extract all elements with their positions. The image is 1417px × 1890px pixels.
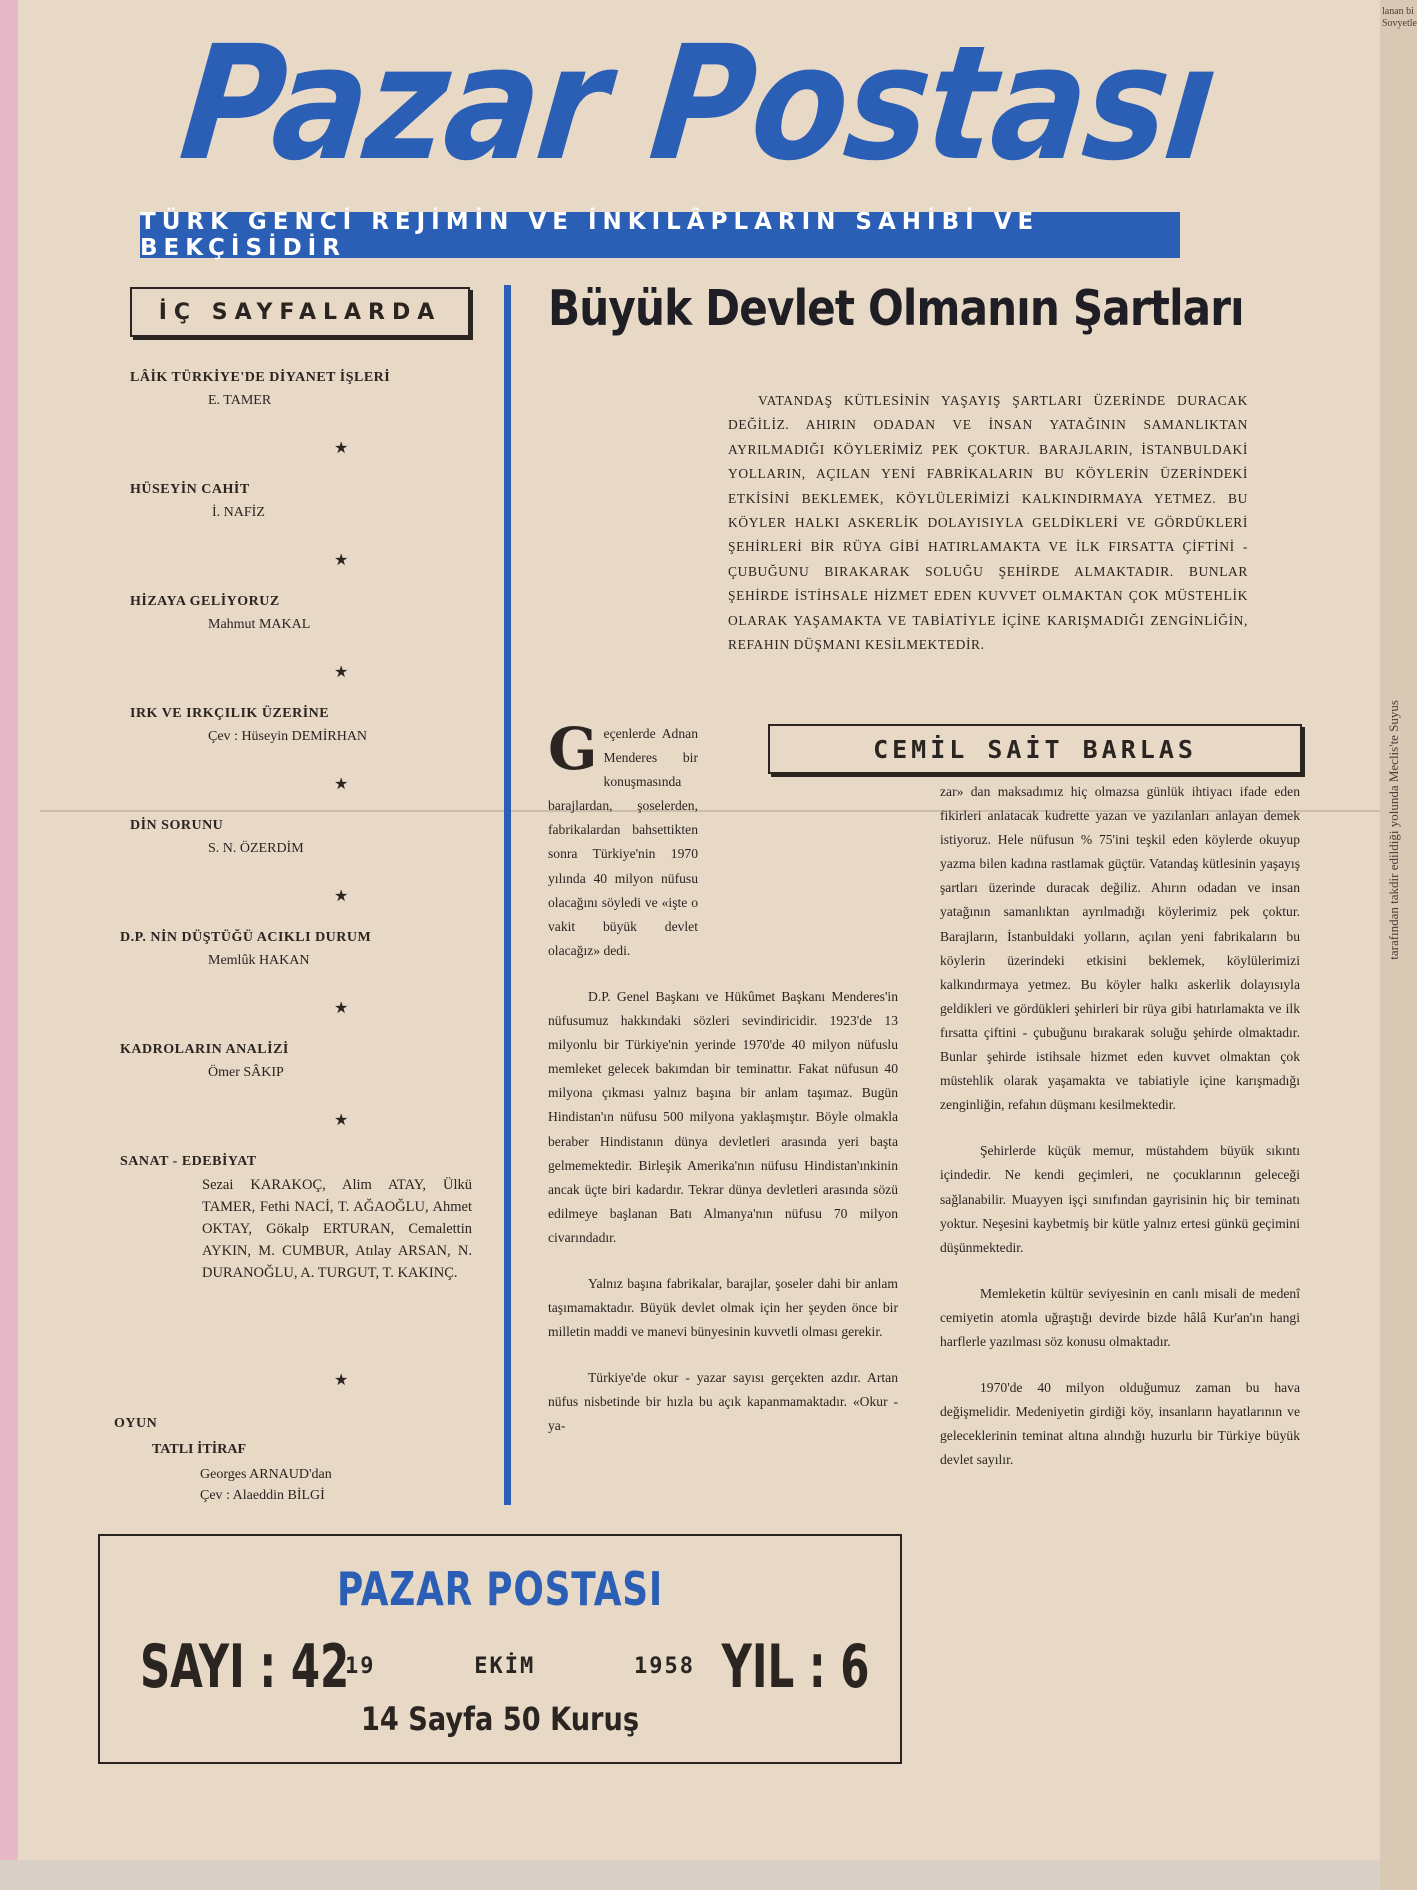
issue-month: EKİM (474, 1654, 536, 1679)
star-divider: ★ (334, 1000, 349, 1017)
toc-item-title: D.P. NİN DÜŞTÜĞÜ ACIKLI DURUM (120, 930, 372, 945)
issue-details-row (140, 1632, 870, 1702)
article-headline: Büyük Devlet Olmanın Şartları (548, 280, 1244, 337)
drop-cap: G (548, 715, 598, 783)
article-paragraph-first (548, 715, 698, 963)
issue-date (345, 1654, 695, 1679)
author-name: CEMİL SAİT BARLAS (873, 734, 1197, 764)
article-column-2 (940, 780, 1300, 1494)
article-paragraph: zar» dan maksadımız hiç olmazsa günlük ihtiyacı ifade eden fikirleri anlatacak kudrette yazan ve yazılanları anlayan demek istiyoruz. Hele nüfusun % 75'ini teşkil eden köylerde okuyup yazma bilen kadına rastlamak güçtür. Vatandaş kütlesinin yaşayış şartları üzerinde duracak değiliz. Ahırın odadan ve insan yatağının samanlıktan ayrılmadığı köylerimiz pek çoktur. Barajların, İstanbuldaki yolların, açılan yeni fabrikaların bu köylerin üzerindeki etkisini beklemek, köylülerimizi kalkındırmaya yetmez. Bu köyler halkı askerlik dolayısıyla geldikleri ve gördükleri şehirleri bir rüya gibi hatırlamakta ve ilk fırsatta çiftini - çubuğunu bırakarak soluğu şehirde olmaktadır. Bunlar şehirde istihsale hizmet eden kuvvet olmaktan çok müstehlik olarak yaşamakta ve tabiatiyle içine karışmadığı zenginliğin, refahın düşmanı kesilmektedir. (940, 784, 1300, 1113)
masthead-title: Pazar Postası (173, 12, 1360, 196)
issue-info-box (98, 1534, 902, 1764)
star-divider: ★ (334, 664, 349, 681)
issue-volume: YIL : 6 (721, 1632, 870, 1702)
column-divider (504, 285, 511, 1505)
issue-day: 19 (345, 1654, 376, 1679)
star-divider: ★ (334, 1112, 349, 1129)
toc-item (112, 930, 472, 972)
toc-item (112, 594, 472, 636)
article-paragraph: Şehirlerde küçük memur, müstahdem büyük sıkıntı içindedir. Ne kendi geçimleri, ne çocuklarının geleceği sağlanabilir. Muayyen işçi sınıfından gayrisinin hiç bir teminatı yoktur. Neşesini kaybetmiş bir kütle yalnız ertesi günkü geçimini düşünmektedir. (940, 1143, 1300, 1255)
toc-item (112, 706, 472, 748)
toc-item-title: KADROLARIN ANALİZİ (120, 1042, 289, 1057)
lead-paragraph: VATANDAŞ KÜTLESİNİN YAŞAYIŞ ŞARTLARI ÜZERİNDE DURACAK DEĞİLİZ. AHIRIN ODADAN VE İNSAN YATAĞININ SAMANLIKTAN AYRILMADIĞI KÖYLERİMİZ PEK ÇOKTUR. BARAJLARIN, İSTANBULDAKİ YOLLARIN, AÇILAN YENİ FABRİKALARIN BU KÖYLERİN ÜZERİNDEKİ ETKİSİNİ BEKLEMEK, KÖYLÜLERİMİZİ KALKINDIRMAYA YETMEZ. BU KÖYLER HALKI ASKERLİK DOLAYISIYLA GELDİKLERİ VE GÖRDÜKLERİ ŞEHİRLERİ BİR RÜYA GİBİ HATIRLAMAKTA VE İLK FIRSATTA ÇİFTİNİ - ÇUBUĞUNU BIRAKARAK SOLUĞU ŞEHİRDE ALMAKTADIR. BUNLAR ŞEHİRDE İSTİHSALE HİZMET EDEN KUVVET OLMAKTAN ÇOK MÜSTEHLİK OLARAK YAŞAMAKTA VE TABİATİYLE İÇİNE KARIŞMADIĞI ZENGİNLİĞİN, REFAHIN DÜŞMANI KESİLMEKTEDİR. (728, 393, 1248, 653)
toc-item-author: E. TAMER (208, 393, 272, 408)
issue-price: 14 Sayfa 50 Kuruş (360, 1700, 640, 1738)
toc-item-author: Sezai KARAKOÇ, Alim ATAY, Ülkü TAMER, Fethi NACİ, T. AĞAOĞLU, Ahmet OKTAY, Gökalp ERTURAN, Cemalettin AYKIN, M. CUMBUR, Atılay ARSAN, N. DURANOĞLU, A. TURGUT, T. KAKINÇ. (202, 1177, 472, 1281)
toc-play (112, 1416, 472, 1506)
toc-item-author: S. N. ÖZERDİM (208, 841, 304, 856)
toc-item (112, 370, 472, 412)
article-paragraph: D.P. Genel Başkanı ve Hükûmet Başkanı Menderes'in nüfusumuz hakkındaki sözleri sevindiricidir. 1923'de 13 milyonlu bir Türkiye'nin yerinde 1970'de 40 milyon nüfuslu memleket gelecek bakımdan bir teminattır. Fakat nüfusun 40 milyona çıkması yalnız başına bir anlam taşımaz. Bugün Hindistan'ın nüfusu 500 milyona yaklaşmıştır. Böyle olmakla beraber Hindistanın dünya devletleri arasında yeri başta gelmemektedir. Birleşik Amerika'nın nüfusu Hindistan'ınkinin ancak üçte biri kadardır. Tekrar dünya devletleri arasında sözü edilmeye başlanan Batı Almanya'nın nüfusu 70 milyon civarındadır. (548, 988, 898, 1245)
backdrop-bottom (0, 1860, 1417, 1890)
issue-year: 1958 (634, 1654, 695, 1679)
motto-text: TÜRK GENCİ REJİMİN VE İNKILÂPLARIN SAHİBİ VE BEKÇİSİDİR (140, 209, 1040, 261)
toc-item-author: Ömer SÂKIP (208, 1065, 284, 1080)
toc-item-title: IRK VE IRKÇILIK ÜZERİNE (130, 706, 330, 721)
toc-play-section: OYUN (114, 1416, 158, 1431)
adjacent-page-edge (1380, 0, 1417, 1890)
article-paragraph: Yalnız başına fabrikalar, barajlar, şoseler dahi bir anlam taşımamaktadır. Büyük devlet olmak için her şeyden önce bir milletin maddi ve manevi bünyesinin kuvvetli olması gerekir. (548, 1275, 898, 1340)
toc-play-title: TATLI İTİRAF (152, 1442, 247, 1457)
contents-heading: İÇ SAYFALARDA (158, 299, 442, 325)
toc-item-title: DİN SORUNU (130, 818, 224, 833)
article-paragraph: Türkiye'de okur - yazar sayısı gerçekten azdır. Artan nüfus nisbetinde bir hızla bu açık kapanmamaktadır. «Okur - ya- (548, 1370, 898, 1434)
toc-play-translator: Çev : Alaeddin BİLGİ (200, 1488, 325, 1503)
toc-item-author: Memlûk HAKAN (208, 953, 310, 968)
star-divider: ★ (334, 440, 349, 457)
toc-item-title: LÂİK TÜRKİYE'DE DİYANET İŞLERİ (130, 370, 391, 385)
masthead-logo (150, 8, 1360, 198)
star-divider: ★ (334, 776, 349, 793)
star-divider: ★ (334, 1372, 349, 1389)
motto-banner (140, 209, 1180, 261)
issue-paper-name: PAZAR POSTASI (336, 1562, 664, 1616)
star-divider: ★ (334, 552, 349, 569)
article-paragraph-text: eçenlerde Adnan Menderes bir konuşmasında barajlardan, şoselerden, fabrikalardan bahsettikten sonra Türkiye'nin 1970 yılında 40 milyon nüfusu olacağını söyledi ve «işte o vakit büyük devlet olacağız» dedi. (548, 726, 698, 958)
toc-play-author: Georges ARNAUD'dan (200, 1467, 332, 1482)
toc-item (112, 818, 472, 860)
toc-item-title: HİZAYA GELİYORUZ (130, 594, 280, 609)
issue-number: SAYI : 42 (140, 1632, 350, 1702)
toc-item-author: Çev : Hüseyin DEMİRHAN (208, 729, 368, 744)
toc-item-title: SANAT - EDEBİYAT (120, 1154, 257, 1169)
adjacent-page-side-text: tarafından takdir edildiği yolunda Meclis'te Suyus (1386, 700, 1401, 960)
article-column-1 (548, 715, 898, 1461)
star-divider: ★ (334, 888, 349, 905)
article-lead (728, 389, 1248, 657)
toc-item-author: İ. NAFİZ (212, 505, 265, 520)
adjacent-page-top-text: lanan bi Sovyetle (1382, 6, 1417, 29)
toc-item (112, 1042, 472, 1084)
toc-item-title: HÜSEYİN CAHİT (130, 482, 250, 497)
article-paragraph: Memleketin kültür seviyesinin en canlı misali de medenî cemiyetin atomla uğraştığı devirde bizde hâlâ Kur'an'ın hangi harflerle yazılması söz konusu olmaktadır. (940, 1285, 1300, 1349)
toc-item (112, 1154, 472, 1284)
toc-item (112, 482, 472, 524)
toc-item-author: Mahmut MAKAL (208, 617, 311, 632)
article-paragraph: 1970'de 40 milyon olduğumuz zaman bu hava değişmelidir. Medeniyetin girdiği köy, insanların hayatlarının ve geleceklerinin teminat altına alındığı huzurlu bir Türkiye büyük devlet sayılır. (940, 1380, 1300, 1468)
contents-heading-box (130, 287, 470, 337)
